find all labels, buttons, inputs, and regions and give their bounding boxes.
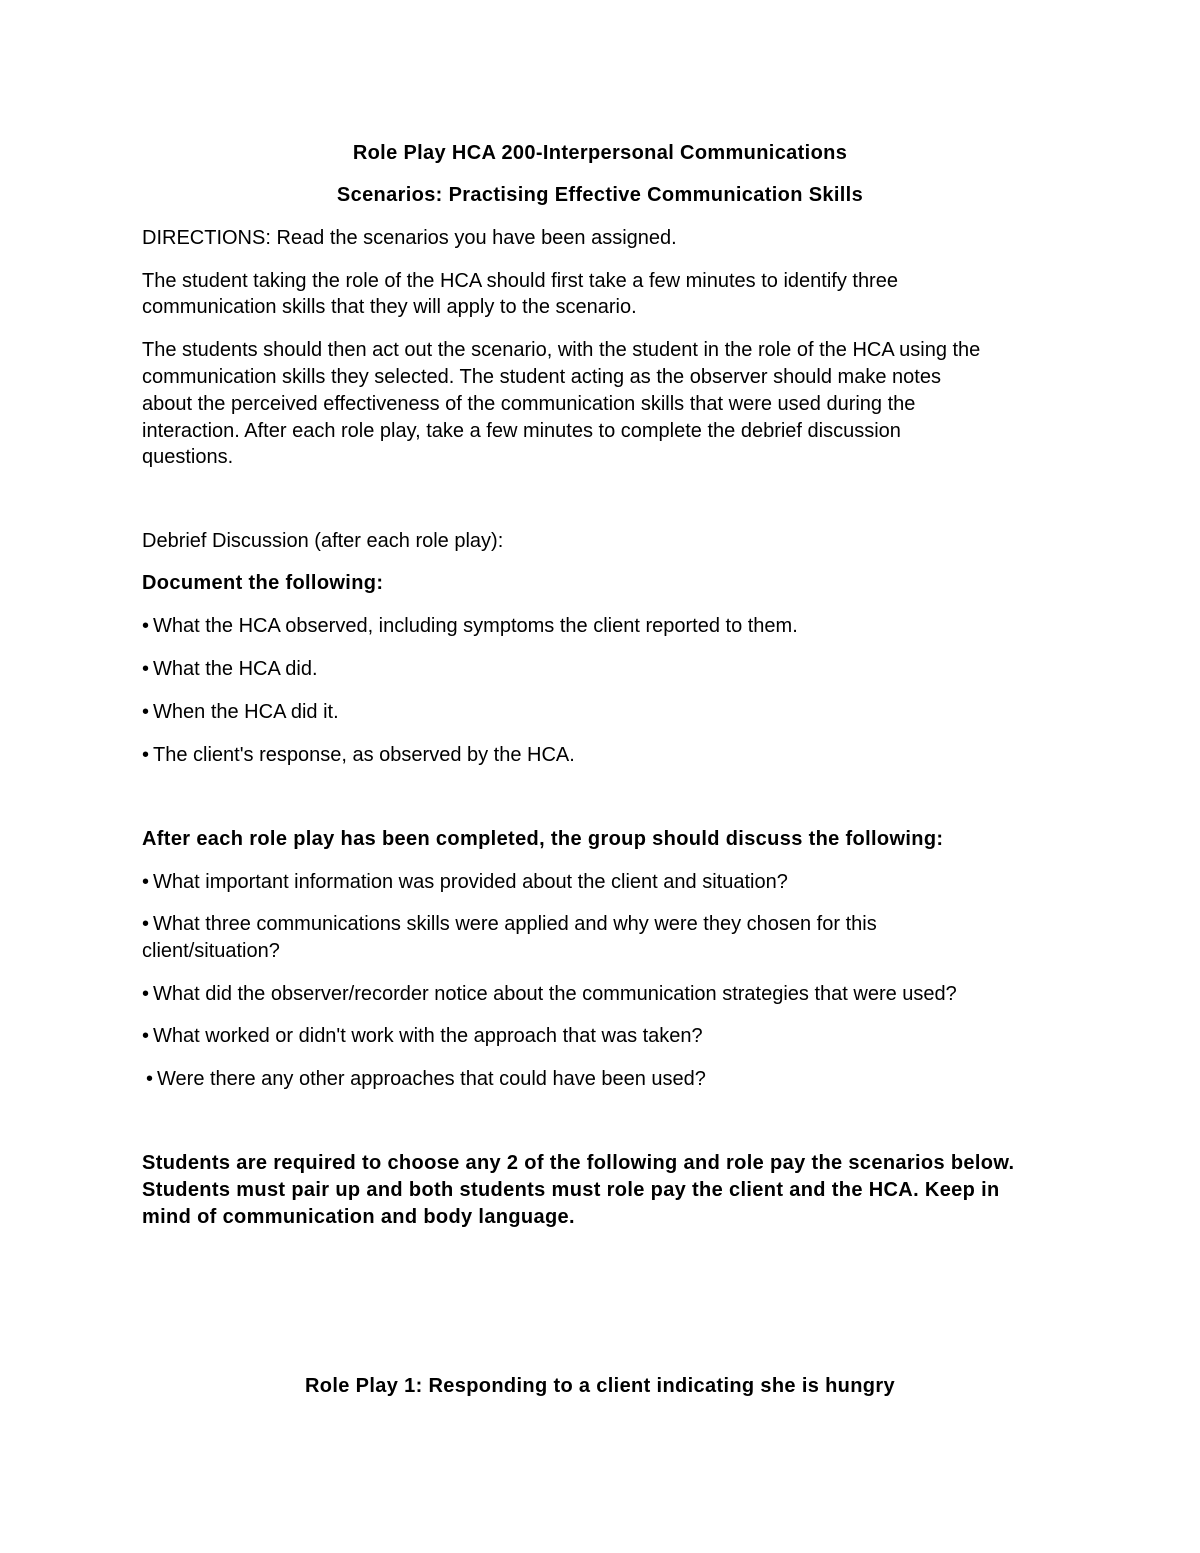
group-list-item: • What three communications skills were applied and why were they chosen for this — [142, 913, 877, 935]
group-list-item: • What did the observer/recorder notice about the communication strategies that were used? — [142, 983, 957, 1005]
bullet-icon: • — [142, 913, 150, 935]
bullet-icon: • — [146, 1068, 154, 1090]
bullet-icon: • — [142, 658, 150, 680]
group-list-item: • What worked or didn't work with the approach that was taken? — [142, 1025, 703, 1047]
requirement-line-2: Students must pair up and both students must role pay the client and the HCA. Keep in — [142, 1179, 1000, 1201]
paragraph-2-line-2: communication skills they selected. The student acting as the observer should make notes — [142, 366, 941, 388]
paragraph-2-line-4: interaction. After each role play, take a few minutes to complete the debrief discussion — [142, 420, 901, 442]
role-play-1-heading: Role Play 1: Responding to a client indicating she is hungry — [305, 1375, 895, 1397]
directions-text: DIRECTIONS: Read the scenarios you have been assigned. — [142, 227, 677, 249]
paragraph-2-line-1: The students should then act out the scenario, with the student in the role of the HCA using the — [142, 339, 981, 361]
document-list-item: • When the HCA did it. — [142, 701, 339, 723]
debrief-heading: Debrief Discussion (after each role play): — [142, 530, 504, 552]
bullet-icon: • — [142, 871, 150, 893]
requirement-line-3: mind of communication and body language. — [142, 1206, 575, 1228]
requirement-line-1: Students are required to choose any 2 of the following and role pay the scenarios below. — [142, 1152, 1015, 1174]
document-title: Role Play HCA 200-Interpersonal Communications — [352, 142, 848, 164]
group-discussion-heading: After each role play has been completed, the group should discuss the following: — [142, 828, 944, 850]
bullet-icon: • — [142, 1025, 150, 1047]
paragraph-1-line-1: The student taking the role of the HCA should first take a few minutes to identify three — [142, 270, 898, 292]
paragraph-2-line-5: questions. — [142, 446, 234, 468]
group-list-item: • Were there any other approaches that could have been used? — [146, 1068, 706, 1090]
document-list-item: • The client's response, as observed by the HCA. — [142, 744, 575, 766]
document-list-item: • What the HCA did. — [142, 658, 318, 680]
document-following-heading: Document the following: — [142, 572, 384, 594]
document-list-item: • What the HCA observed, including symptoms the client reported to them. — [142, 615, 798, 637]
bullet-icon: • — [142, 701, 150, 723]
bullet-icon: • — [142, 744, 150, 766]
bullet-icon: • — [142, 983, 150, 1005]
document-page — [142, 0, 1072, 1553]
paragraph-1-line-2: communication skills that they will apply to the scenario. — [142, 296, 637, 318]
group-list-item-continuation: client/situation? — [142, 940, 280, 962]
paragraph-2-line-3: about the perceived effectiveness of the communication skills that were used during the — [142, 393, 916, 415]
group-list-item: • What important information was provided about the client and situation? — [142, 871, 788, 893]
document-subtitle: Scenarios: Practising Effective Communication Skills — [336, 184, 864, 206]
bullet-icon: • — [142, 615, 150, 637]
